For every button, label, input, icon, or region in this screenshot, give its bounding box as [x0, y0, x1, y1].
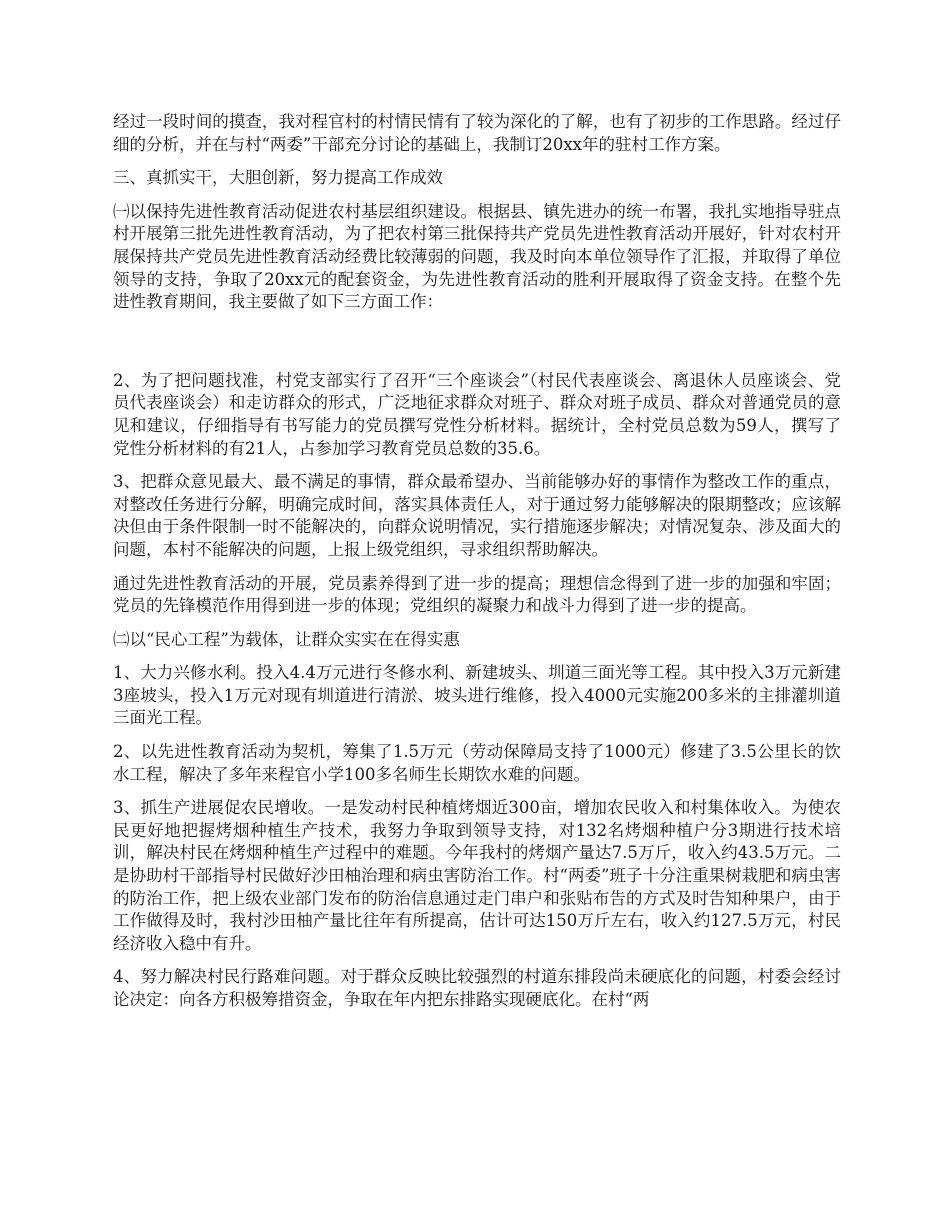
blank-gap [113, 325, 841, 347]
section-heading-2: ㈡以“民心工程”为载体，让群众实实在在得实惠 [113, 629, 460, 649]
document-body [113, 111, 841, 1023]
paragraph-summary: 通过先进性教育活动的开展，党员素养得到了进一步的提高；理想信念得到了进一步的加强和牢固；党员的先锋模范作用得到进一步的体现；党组织的凝聚力和战斗力得到了进一步的提高。 [113, 573, 841, 616]
paragraph-point-3: 3、把群众意见最大、最不满足的事情，群众最希望办、当前能够办好的事情作为整改工作的重点，对整改任务进行分解，明确完成时间，落实具体责任人，对于通过努力能够解决的限期整改；应该解决但由于条件限制一时不能解决的，向群众说明情况，实行措施逐步解决；对情况复杂、涉及面大的问题，本村不能解决的问题，上报上级党组织，寻求组织帮助解决。 [113, 472, 841, 559]
paragraph-water: 1、大力兴修水利。投入4.4万元进行冬修水利、新建坡头、圳道三面光等工程。其中投入3万元新建3座坡头，投入1万元对现有圳道进行清淤、坡头进行维修，投入4000元实施200多米的主排灌圳道三面光工程。 [113, 663, 841, 728]
paragraph-production: 3、抓生产进展促农民增收。一是发动村民种植烤烟近300亩，增加农民收入和村集体收入。为使农民更好地把握烤烟种植生产技术，我努力争取到领导支持，对132名烤烟种植户分3期进行技术培训，解决村民在烤烟种植生产过程中的难题。今年我村的烤烟产量达7.5万斤，收入约43.5万元。二是协助村干部指导村民做好沙田柚治理和病虫害防治工作。村“两委”班子十分注重果树栽肥和病虫害的防治工作，把上级农业部门发布的防治信息通过走门串户和张贴布告的方式及时告知种果户，由于工作做得及时，我村沙田柚产量比往年有所提高，估计可达150万斤左右，收入约127.5万元，村民经济收入稳中有升。 [113, 798, 841, 953]
paragraph-item-1: ㈠以保持先进性教育活动促进农村基层组织建设。根据县、镇先进办的统一布署，我扎实地指导驻点村开展第三批先进性教育活动，为了把农村第三批保持共产党员先进性教育活动开展好，针对农村开展保持共产党员先进性教育活动经费比较薄弱的问题，我及时向本单位领导作了汇报，并取得了单位领导的支持，争取了20xx元的配套资金，为先进性教育活动的胜利开展取得了资金支持。在整个先进性教育期间，我主要做了如下三方面工作： [113, 201, 841, 312]
paragraph-drinking: 2、以先进性教育活动为契机，筹集了1.5万元（劳动保障局支持了1000元）修建了3.5公里长的饮水工程，解决了多年来程官小学100多名师生长期饮水难的问题。 [113, 742, 841, 784]
paragraph-intro: 经过一段时间的摸查，我对程官村的村情民情有了较为深化的了解，也有了初步的工作思路。经过仔细的分析，并在与村“两委”干部充分讨论的基础上，我制订20xx年的驻村工作方案。 [113, 112, 841, 154]
section-heading-3: 三、真抓实干，大胆创新，努力提高工作成效 [113, 168, 443, 188]
paragraph-point-2: 2、为了把问题找准，村党支部实行了召开“三个座谈会”（村民代表座谈会、离退休人员座谈会、党员代表座谈会）和走访群众的形式，广泛地征求群众对班子、群众对班子成员、群众对普通党员的意见和建议，仔细指导有书写能力的党员撰写党性分析材料。据统计，全村党员总数为59人，撰写了党性分析材料的有21人，占参加学习教育党员总数的35.6。 [113, 370, 841, 458]
paragraph-roads: 4、努力解决村民行路难问题。对于群众反映比较强烈的村道东排段尚未硬底化的问题，村委会经讨论决定：向各方积极筹措资金，争取在年内把东排路实现硬底化。在村“两 [113, 967, 841, 1009]
